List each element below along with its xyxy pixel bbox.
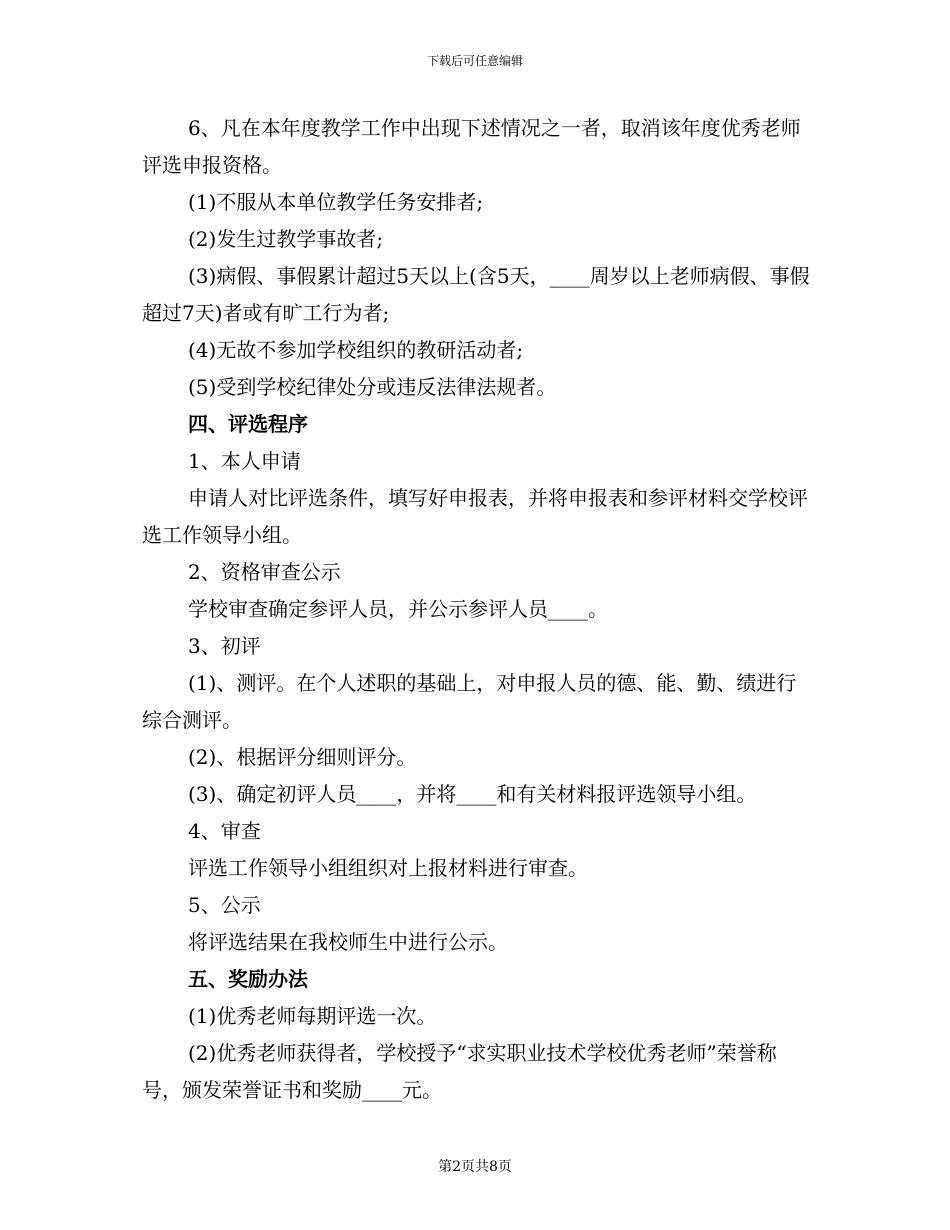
paragraph-review: 评选工作领导小组组织对上报材料进行审查。: [188, 856, 588, 880]
section-heading-4: 四、评选程序: [188, 412, 308, 436]
subheading-1: 1、本人申请: [188, 449, 301, 473]
initial-review-item-1: (1)、测评。在个人述职的基础上，对申报人员的德、能、勤、绩进行综合测评。: [142, 671, 797, 732]
subheading-5: 5、公示: [188, 893, 261, 917]
initial-review-item-3: (3)、确定初评人员____，并将____和有关材料报评选领导小组。: [188, 782, 757, 806]
section-heading-5: 五、奖励办法: [188, 967, 308, 991]
page-number: 第2页共8页: [438, 1159, 512, 1175]
page-header-note: 下载后可任意编辑: [426, 54, 523, 68]
list-item-4: (4)无故不参加学校组织的教研活动者;: [188, 338, 524, 362]
list-item-3: (3)病假、事假累计超过5天以上(含5天，____周岁以上老师病假、事假超过7天)者或有旷工行为者;: [142, 264, 810, 325]
document-body: [142, 110, 810, 1109]
paragraph-qualification: 学校审查确定参评人员，并公示参评人员____。: [188, 597, 608, 621]
list-item-1: (1)不服从本单位教学任务安排者;: [188, 190, 484, 214]
subheading-4: 4、审查: [188, 819, 261, 843]
paragraph-publicity: 将评选结果在我校师生中进行公示。: [188, 930, 508, 954]
reward-item-1: (1)优秀老师每期评选一次。: [188, 1004, 437, 1028]
list-item-5: (5)受到学校纪律处分或违反法律法规者。: [188, 375, 557, 399]
reward-item-2: (2)优秀老师获得者，学校授予“求实职业技术学校优秀老师”荣誉称号，颁发荣誉证书和奖励____元。: [142, 1041, 777, 1102]
list-item-2: (2)发生过教学事故者;: [188, 227, 384, 251]
initial-review-item-2: (2)、根据评分细则评分。: [188, 745, 417, 769]
subheading-2: 2、资格审查公示: [188, 560, 341, 584]
paragraph-application: 申请人对比评选条件，填写好申报表，并将申报表和参评材料交学校评选工作领导小组。: [142, 486, 808, 547]
paragraph-item-6: 6、凡在本年度教学工作中出现下述情况之一者，取消该年度优秀老师评选申报资格。: [142, 116, 801, 177]
subheading-3: 3、初评: [188, 634, 261, 658]
